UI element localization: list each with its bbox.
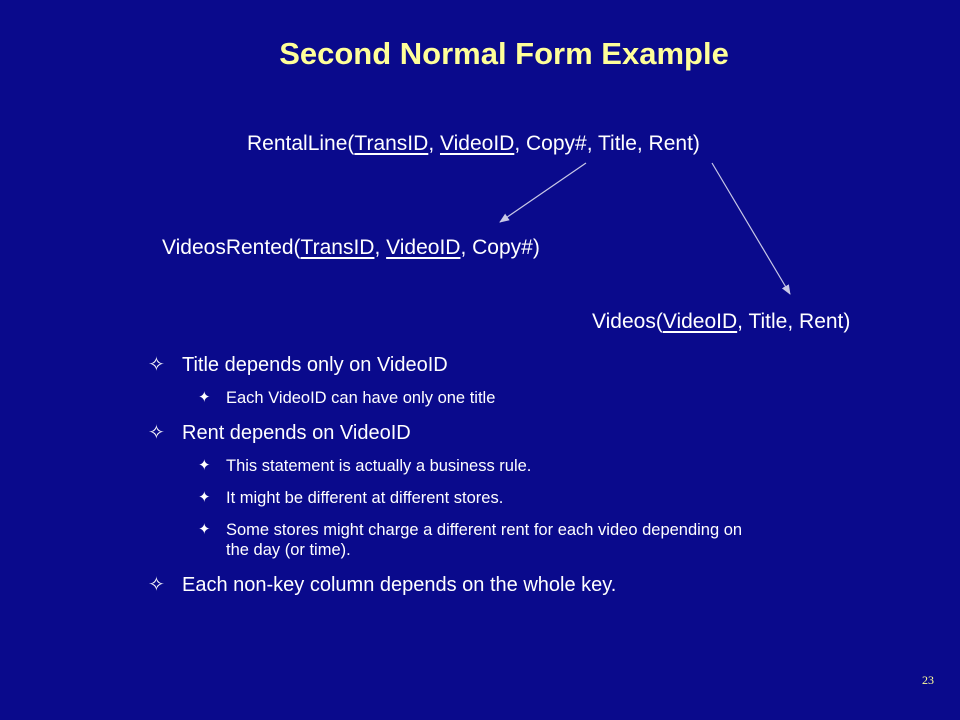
bullet-list: [148, 352, 928, 608]
key-videoid: VideoID: [439, 132, 515, 155]
sub-bullet-item: [148, 388, 766, 408]
relation-attributes: , Copy#): [460, 236, 540, 259]
sub-bullet-item: [148, 456, 766, 476]
star-icon: ✦: [198, 389, 211, 406]
relation-attributes: , Title, Rent): [737, 310, 851, 333]
star-icon: ✦: [198, 521, 211, 538]
sub-bullet-text: It might be different at different stores.: [226, 489, 504, 507]
relation-name: Videos(: [592, 310, 663, 333]
relation-attributes: , Copy#, Title, Rent): [514, 132, 700, 155]
relation-name: VideosRented(: [162, 236, 301, 259]
separator: ,: [374, 236, 387, 259]
bullet-text: Title depends only on VideoID: [182, 354, 448, 376]
diamond-star-icon: ✧: [148, 354, 165, 376]
slide-title: Second Normal Form Example: [279, 36, 729, 71]
star-icon: ✦: [198, 457, 211, 474]
bullet-text: Each non-key column depends on the whole key.: [182, 574, 617, 596]
page-number: 23: [922, 673, 934, 687]
key-videoid: VideoID: [386, 236, 461, 259]
key-videoid: VideoID: [662, 310, 738, 333]
key-transid: TransID: [300, 236, 375, 259]
relation-name: RentalLine(: [247, 132, 355, 155]
sub-bullet-text: Each VideoID can have only one title: [226, 389, 496, 407]
separator: ,: [428, 132, 440, 155]
arrow-to-videosrented: [500, 163, 586, 222]
bullet-item: [148, 420, 928, 446]
star-icon: ✦: [198, 489, 211, 506]
bullet-item: [148, 572, 928, 598]
sub-bullet-text: Some stores might charge a different rent for each video depending on the day (or time).: [226, 521, 743, 559]
sub-bullet-item: [148, 520, 766, 560]
sub-bullet-item: [148, 488, 766, 508]
diamond-star-icon: ✧: [148, 574, 165, 596]
diamond-star-icon: ✧: [148, 422, 165, 444]
bullet-item: [148, 352, 928, 378]
sub-bullet-text: This statement is actually a business rule.: [226, 457, 532, 475]
bullet-text: Rent depends on VideoID: [182, 422, 411, 444]
arrow-to-videos: [712, 163, 790, 294]
key-transid: TransID: [354, 132, 429, 155]
